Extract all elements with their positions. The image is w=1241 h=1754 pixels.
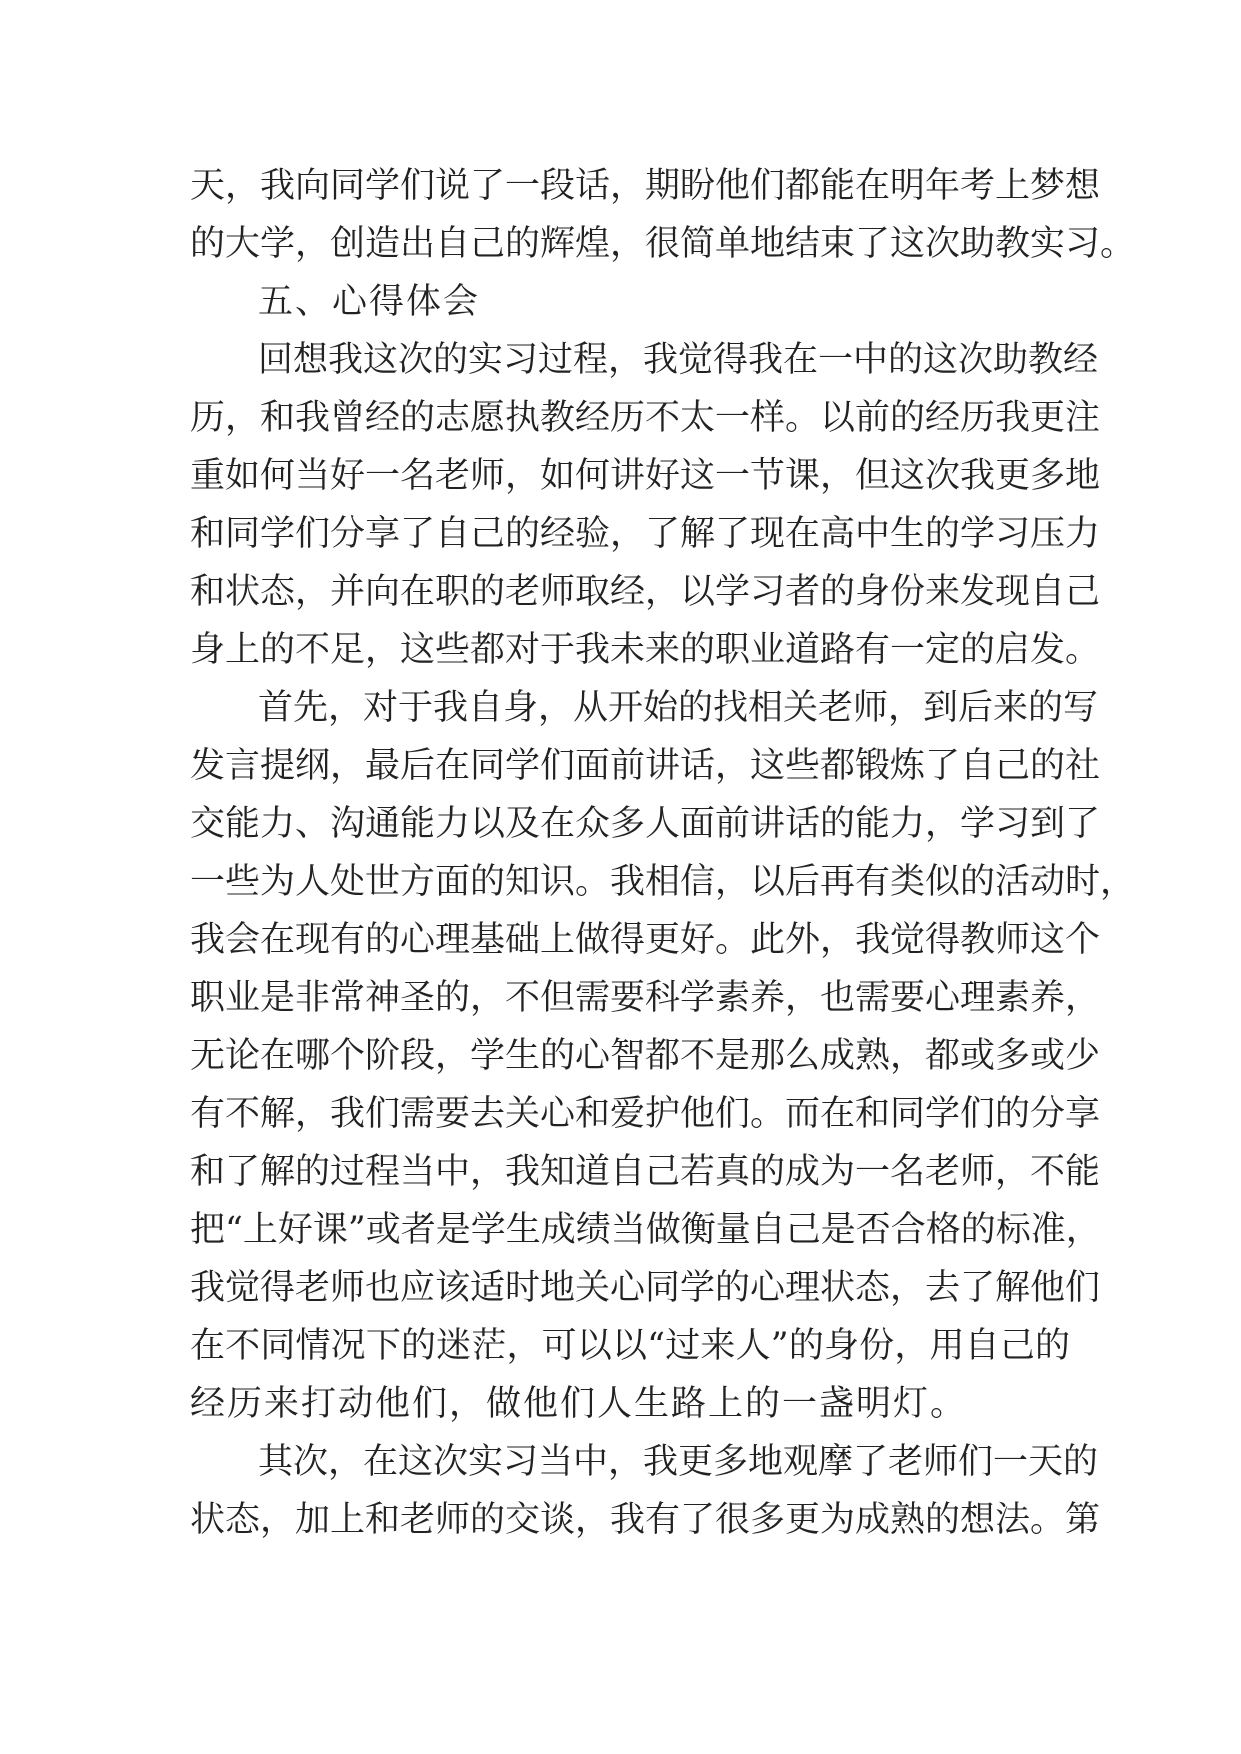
text-line: 回想我这次的实习过程，我觉得我在一中的这次助教经 [258, 340, 1099, 380]
text-line: 职业是非常神圣的，不但需要科学素养，也需要心理素养， [190, 978, 1101, 1018]
text-line: 历，和我曾经的志愿执教经历不太一样。以前的经历我更注 [190, 398, 1101, 438]
text-line: 在不同情况下的迷茫，可以以“过来人”的身份，用自己的 [190, 1326, 1070, 1366]
text-line: 我会在现有的心理基础上做得更好。此外，我觉得教师这个 [190, 920, 1101, 960]
text-line: 无论在哪个阶段，学生的心智都不是那么成熟，都或多或少 [190, 1036, 1101, 1076]
text-line: 一些为人处世方面的知识。我相信，以后再有类似的活动时， [190, 862, 1136, 902]
text-line: 和状态，并向在职的老师取经，以学习者的身份来发现自己 [190, 572, 1101, 612]
text-line: 和同学们分享了自己的经验，了解了现在高中生的学习压力 [190, 514, 1101, 554]
text-line: 首先，对于我自身，从开始的找相关老师，到后来的写 [258, 688, 1099, 728]
text-line: 身上的不足，这些都对于我未来的职业道路有一定的启发。 [190, 630, 1101, 670]
text-line: 的大学，创造出自己的辉煌，很简单地结束了这次助教实习。 [190, 224, 1136, 264]
text-line: 重如何当好一名老师，如何讲好这一节课，但这次我更多地 [190, 456, 1101, 496]
text-line: 其次，在这次实习当中，我更多地观摩了老师们一天的 [258, 1442, 1099, 1482]
text-line: 我觉得老师也应该适时地关心同学的心理状态，去了解他们 [190, 1268, 1101, 1308]
text-line: 交能力、沟通能力以及在众多人面前讲话的能力，学习到了 [190, 804, 1101, 844]
text-line: 有不解，我们需要去关心和爱护他们。而在和同学们的分享 [190, 1094, 1101, 1134]
text-line: 发言提纲，最后在同学们面前讲话，这些都锻炼了自己的社 [190, 746, 1101, 786]
section-heading: 五、心得体会 [258, 282, 481, 322]
text-line: 经历来打动他们，做他们人生路上的一盏明灯。 [190, 1384, 968, 1424]
text-line: 和了解的过程当中，我知道自己若真的成为一名老师，不能 [190, 1152, 1101, 1192]
text-line: 天，我向同学们说了一段话，期盼他们都能在明年考上梦想 [190, 166, 1101, 206]
text-line: 状态，加上和老师的交谈，我有了很多更为成熟的想法。第 [190, 1500, 1101, 1540]
text-line: 把“上好课”或者是学生成绩当做衡量自己是否合格的标准， [190, 1210, 1101, 1250]
